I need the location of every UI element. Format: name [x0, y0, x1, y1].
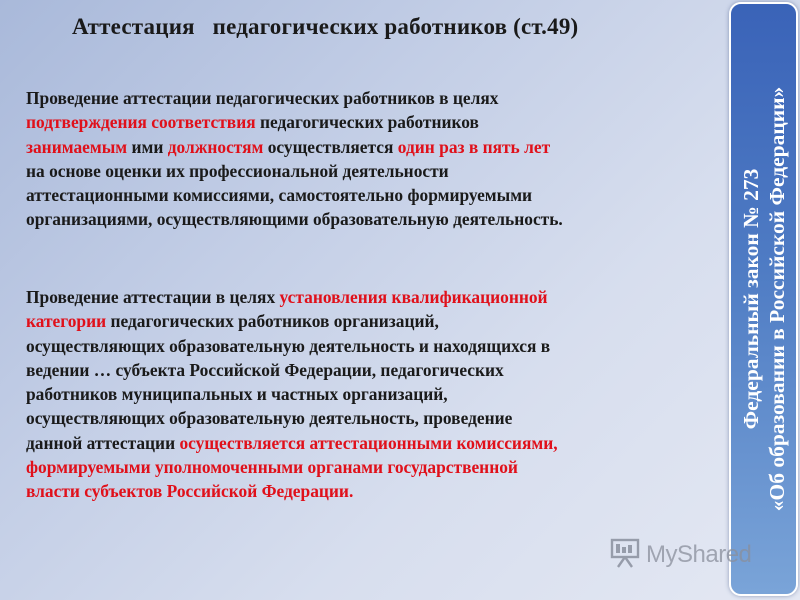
- law-name-line: «Об образовании в Российской Федерации»: [764, 86, 789, 512]
- paragraph-line: [26, 309, 716, 333]
- paragraph-line: [26, 86, 716, 110]
- highlighted-text: занимаемым: [26, 136, 128, 157]
- paragraph-line: [26, 334, 716, 358]
- body-text: педагогических работников: [255, 112, 479, 133]
- body-text: Проведение аттестации педагогических работников в целях: [26, 88, 499, 108]
- presentation-board-icon: [608, 536, 642, 575]
- highlighted-text: категории: [26, 311, 107, 332]
- paragraph-line: [26, 183, 716, 207]
- slide-title: Аттестация педагогических работников (ст.49): [72, 14, 579, 39]
- paragraph-line: [26, 358, 716, 382]
- body-text: организациями, осуществляющими образовательную деятельность.: [26, 209, 563, 230]
- paragraph-line: [26, 431, 716, 455]
- law-reference-panel: [729, 2, 798, 596]
- law-reference-text: [738, 9, 790, 589]
- body-text: педагогических работников организаций,: [106, 311, 439, 332]
- highlighted-text: подтверждения соответствия: [26, 112, 256, 133]
- paragraph-line: [26, 110, 716, 134]
- body-text: аттестационными комиссиями, самостоятельно формируемыми: [26, 185, 533, 206]
- body-text: данной аттестации: [26, 432, 180, 453]
- paragraph-line: [26, 159, 716, 183]
- highlighted-text: власти субъектов Российской Федерации.: [26, 481, 354, 502]
- body-text: на основе оценки их профессиональной деятельности: [26, 160, 449, 181]
- paragraph-attestation-purpose: [26, 86, 716, 232]
- myshared-watermark: [608, 537, 751, 573]
- body-text: Проведение аттестации в целях: [26, 287, 280, 307]
- watermark-text: MyShared: [646, 541, 752, 568]
- highlighted-text: осуществляется аттестационными комиссиями,: [179, 432, 558, 453]
- body-text: осуществляется: [263, 136, 398, 157]
- highlighted-text: один раз в пять лет: [397, 136, 551, 157]
- body-text: осуществляющих образовательную деятельность, проведение: [26, 408, 513, 429]
- paragraph-line: [26, 382, 716, 406]
- body-text: работников муниципальных и частных организаций,: [26, 384, 448, 405]
- highlighted-text: должностям: [167, 136, 264, 157]
- body-text: осуществляющих образовательную деятельность и находящихся в: [26, 335, 551, 356]
- paragraph-line: [26, 135, 716, 159]
- highlighted-text: формируемыми уполномоченными органами государственной: [26, 457, 518, 478]
- highlighted-text: установления квалификационной: [279, 287, 548, 307]
- paragraph-line: [26, 479, 716, 503]
- paragraph-line: [26, 455, 716, 479]
- paragraph-line: [26, 406, 716, 430]
- paragraph-line: [26, 207, 716, 231]
- body-text: ведении … субъекта Российской Федерации, педагогических: [26, 359, 504, 380]
- paragraph-line: [26, 285, 716, 309]
- body-text: ими: [127, 136, 168, 157]
- law-title-line: Федеральный закон № 273: [738, 168, 763, 430]
- paragraph-qualification-category: [26, 285, 716, 504]
